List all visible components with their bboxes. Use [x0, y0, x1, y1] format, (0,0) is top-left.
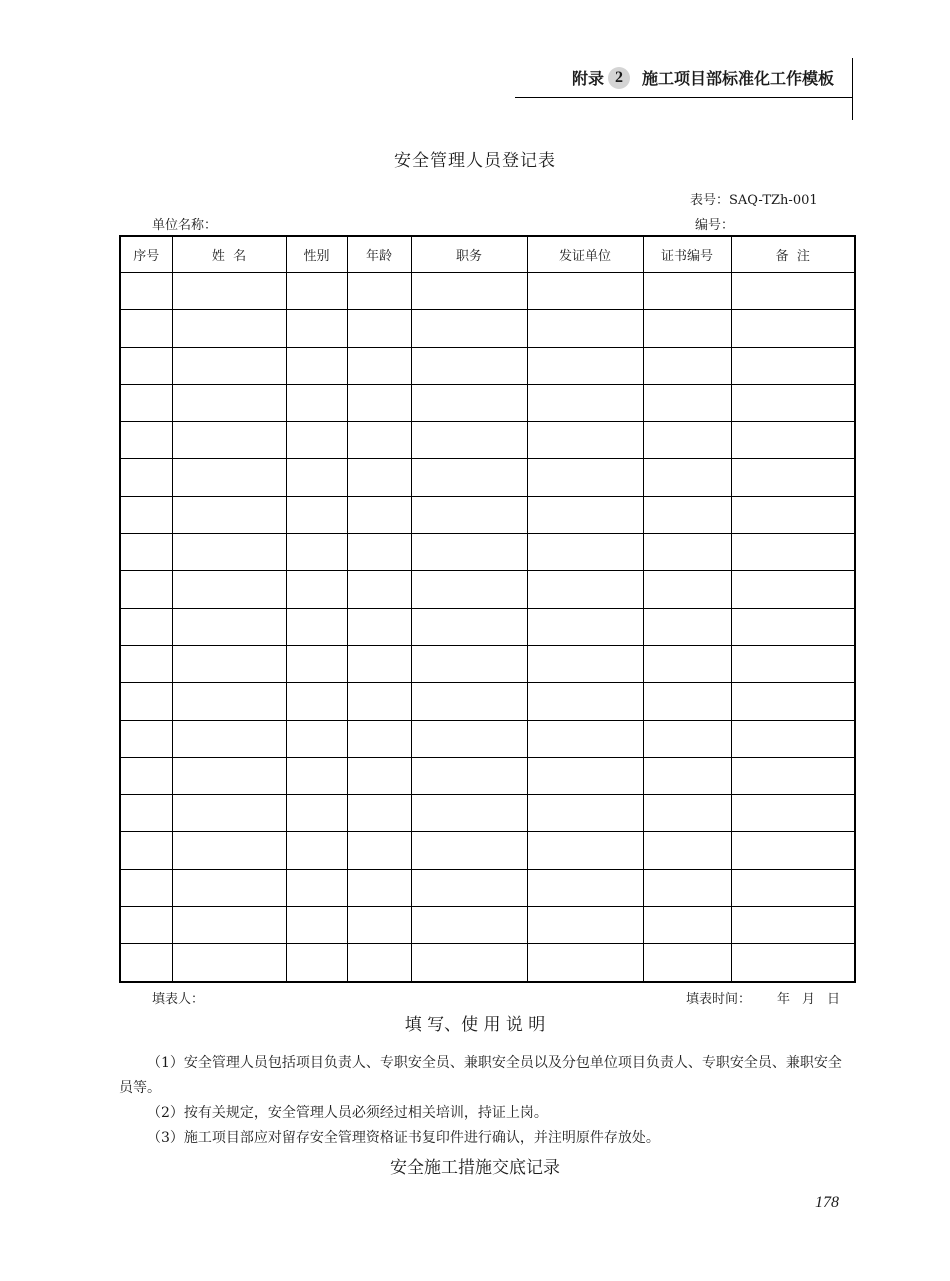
table-cell: [347, 459, 411, 496]
table-cell: [527, 832, 643, 869]
appendix-label: 附录: [571, 69, 604, 88]
table-cell: [286, 496, 347, 533]
table-cell: [347, 273, 411, 310]
table-cell: [120, 571, 172, 608]
table-cell: [286, 683, 347, 720]
table-cell: [172, 310, 286, 347]
table-header-row: [120, 236, 855, 273]
table-cell: [731, 757, 855, 794]
table-row: [120, 534, 855, 571]
table-cell: [172, 496, 286, 533]
table-cell: [411, 422, 527, 459]
table-cell: [286, 384, 347, 421]
next-section-title: 安全施工措施交底记录: [390, 1158, 560, 1178]
column-header-position: 职务: [411, 236, 527, 273]
instruction-item: （2）按有关规定，安全管理人员必须经过相关培训，持证上岗。: [147, 1105, 548, 1121]
date-unit-year: 年: [777, 992, 791, 1007]
table-row: [120, 683, 855, 720]
table-cell: [172, 907, 286, 944]
table-cell: [527, 459, 643, 496]
table-cell: [731, 907, 855, 944]
table-cell: [286, 944, 347, 982]
table-row: [120, 645, 855, 682]
table-cell: [286, 273, 347, 310]
table-cell: [731, 571, 855, 608]
table-cell: [120, 608, 172, 645]
table-cell: [120, 869, 172, 906]
table-cell: [731, 347, 855, 384]
table-cell: [120, 310, 172, 347]
table-cell: [286, 571, 347, 608]
table-row: [120, 869, 855, 906]
table-cell: [527, 907, 643, 944]
table-cell: [286, 608, 347, 645]
table-row: [120, 384, 855, 421]
table-cell: [347, 795, 411, 832]
table-cell: [286, 907, 347, 944]
appendix-number-badge: 2: [608, 67, 630, 89]
table-cell: [286, 757, 347, 794]
section-title: 施工项目部标准化工作模板: [641, 69, 834, 88]
table-cell: [120, 384, 172, 421]
table-cell: [120, 496, 172, 533]
table-cell: [411, 907, 527, 944]
table-cell: [286, 534, 347, 571]
table-cell: [731, 869, 855, 906]
table-row: [120, 571, 855, 608]
filler-label: 填表人：: [152, 992, 205, 1007]
table-row: [120, 273, 855, 310]
table-cell: [411, 608, 527, 645]
table-cell: [286, 310, 347, 347]
column-header-certificate-number: 证书编号: [643, 236, 731, 273]
table-cell: [527, 347, 643, 384]
table-cell: [286, 832, 347, 869]
table-cell: [286, 720, 347, 757]
table-cell: [347, 645, 411, 682]
table-cell: [172, 757, 286, 794]
table-cell: [411, 459, 527, 496]
table-row: [120, 496, 855, 533]
table-cell: [643, 571, 731, 608]
table-cell: [411, 384, 527, 421]
table-cell: [643, 310, 731, 347]
column-header-gender: 性别: [286, 236, 347, 273]
table-cell: [411, 645, 527, 682]
table-cell: [286, 347, 347, 384]
table-cell: [172, 422, 286, 459]
table-cell: [172, 534, 286, 571]
table-cell: [120, 683, 172, 720]
table-cell: [286, 459, 347, 496]
table-cell: [347, 384, 411, 421]
table-cell: [527, 273, 643, 310]
table-cell: [120, 273, 172, 310]
table-cell: [731, 534, 855, 571]
table-cell: [347, 310, 411, 347]
column-header-name: 姓 名: [172, 236, 286, 273]
table-cell: [527, 384, 643, 421]
table-cell: [347, 869, 411, 906]
table-cell: [731, 496, 855, 533]
table-cell: [731, 310, 855, 347]
table-cell: [527, 683, 643, 720]
table-cell: [731, 720, 855, 757]
table-cell: [286, 422, 347, 459]
table-cell: [731, 795, 855, 832]
table-cell: [172, 832, 286, 869]
column-header-age: 年龄: [347, 236, 411, 273]
table-cell: [411, 273, 527, 310]
instruction-item: （3）施工项目部应对留存安全管理资格证书复印件进行确认，并注明原件存放处。: [147, 1130, 660, 1146]
table-cell: [172, 795, 286, 832]
table-cell: [643, 907, 731, 944]
table-cell: [731, 608, 855, 645]
table-cell: [411, 347, 527, 384]
column-header-remarks: 备 注: [731, 236, 855, 273]
table-cell: [643, 645, 731, 682]
table-cell: [347, 907, 411, 944]
table-cell: [643, 683, 731, 720]
table-cell: [411, 944, 527, 982]
table-row: [120, 310, 855, 347]
table-cell: [643, 608, 731, 645]
table-cell: [347, 571, 411, 608]
table-cell: [643, 422, 731, 459]
table-cell: [172, 608, 286, 645]
form-number: 表号：SAQ-TZh-001: [690, 193, 818, 208]
table-cell: [411, 496, 527, 533]
table-cell: [172, 720, 286, 757]
table-row: [120, 459, 855, 496]
table-cell: [172, 273, 286, 310]
table-cell: [643, 757, 731, 794]
table-cell: [347, 683, 411, 720]
table-cell: [120, 907, 172, 944]
table-cell: [172, 645, 286, 682]
date-unit-month: 月: [802, 992, 816, 1007]
table-cell: [120, 795, 172, 832]
date-unit-day: 日: [827, 992, 841, 1007]
table-row: [120, 422, 855, 459]
table-cell: [527, 720, 643, 757]
table-cell: [120, 645, 172, 682]
table-row: [120, 832, 855, 869]
table-cell: [731, 832, 855, 869]
table-cell: [731, 459, 855, 496]
table-cell: [347, 944, 411, 982]
table-cell: [347, 347, 411, 384]
table-cell: [172, 347, 286, 384]
table-cell: [120, 347, 172, 384]
table-cell: [347, 496, 411, 533]
table-cell: [411, 571, 527, 608]
table-cell: [731, 384, 855, 421]
table-cell: [643, 534, 731, 571]
table-cell: [120, 720, 172, 757]
table-cell: [172, 384, 286, 421]
running-header: [572, 66, 834, 89]
column-header-issuing-unit: 发证单位: [527, 236, 643, 273]
table-cell: [527, 422, 643, 459]
table-cell: [411, 832, 527, 869]
table-cell: [120, 944, 172, 982]
instructions-body: [119, 1051, 855, 1151]
table-cell: [527, 534, 643, 571]
fill-time-label: 填表时间：: [686, 992, 752, 1007]
table-cell: [731, 683, 855, 720]
table-cell: [347, 832, 411, 869]
table-cell: [527, 645, 643, 682]
table-row: [120, 757, 855, 794]
column-header-index: 序号: [120, 236, 172, 273]
table-cell: [347, 422, 411, 459]
table-row: [120, 944, 855, 982]
table-row: [120, 608, 855, 645]
table-row: [120, 347, 855, 384]
instruction-item: （1）安全管理人员包括项目负责人、专职安全员、兼职安全员以及分包单位项目负责人、专职安全员、兼职安全员等。: [119, 1055, 842, 1096]
table-cell: [411, 720, 527, 757]
header-rule-horizontal: [515, 97, 853, 98]
table-cell: [643, 496, 731, 533]
table-cell: [286, 795, 347, 832]
table-cell: [286, 645, 347, 682]
table-cell: [172, 459, 286, 496]
table-cell: [411, 757, 527, 794]
serial-number-label: 编号：: [695, 218, 735, 233]
table-cell: [643, 347, 731, 384]
page-number: 178: [815, 1194, 839, 1211]
table-cell: [643, 273, 731, 310]
table-cell: [120, 757, 172, 794]
table-cell: [120, 534, 172, 571]
header-rule-vertical: [852, 58, 853, 120]
table-cell: [643, 832, 731, 869]
table-cell: [411, 869, 527, 906]
table-cell: [347, 608, 411, 645]
table-cell: [527, 944, 643, 982]
form-title: 安全管理人员登记表: [394, 151, 556, 171]
table-cell: [347, 720, 411, 757]
table-cell: [411, 310, 527, 347]
table-cell: [120, 832, 172, 869]
table-cell: [172, 944, 286, 982]
table-cell: [731, 944, 855, 982]
table-cell: [527, 571, 643, 608]
table-cell: [172, 571, 286, 608]
table-cell: [643, 459, 731, 496]
table-cell: [172, 869, 286, 906]
table-cell: [731, 273, 855, 310]
table-cell: [527, 869, 643, 906]
table-cell: [527, 757, 643, 794]
table-cell: [172, 683, 286, 720]
table-row: [120, 907, 855, 944]
table-cell: [286, 869, 347, 906]
table-cell: [643, 795, 731, 832]
table-cell: [411, 683, 527, 720]
table-cell: [643, 869, 731, 906]
table-row: [120, 720, 855, 757]
table-cell: [643, 944, 731, 982]
registration-table: [119, 235, 856, 983]
table-cell: [643, 720, 731, 757]
table-cell: [731, 645, 855, 682]
table-cell: [120, 459, 172, 496]
table-cell: [411, 795, 527, 832]
table-cell: [731, 422, 855, 459]
instructions-title: 填 写、使 用 说 明: [404, 1015, 546, 1035]
table-cell: [411, 534, 527, 571]
table-cell: [527, 608, 643, 645]
table-cell: [527, 310, 643, 347]
table-cell: [643, 384, 731, 421]
table-cell: [347, 534, 411, 571]
table-cell: [347, 757, 411, 794]
table-cell: [527, 795, 643, 832]
unit-name-label: 单位名称：: [152, 218, 218, 233]
table-body: [120, 273, 855, 982]
table-cell: [120, 422, 172, 459]
table-cell: [527, 496, 643, 533]
table-row: [120, 795, 855, 832]
